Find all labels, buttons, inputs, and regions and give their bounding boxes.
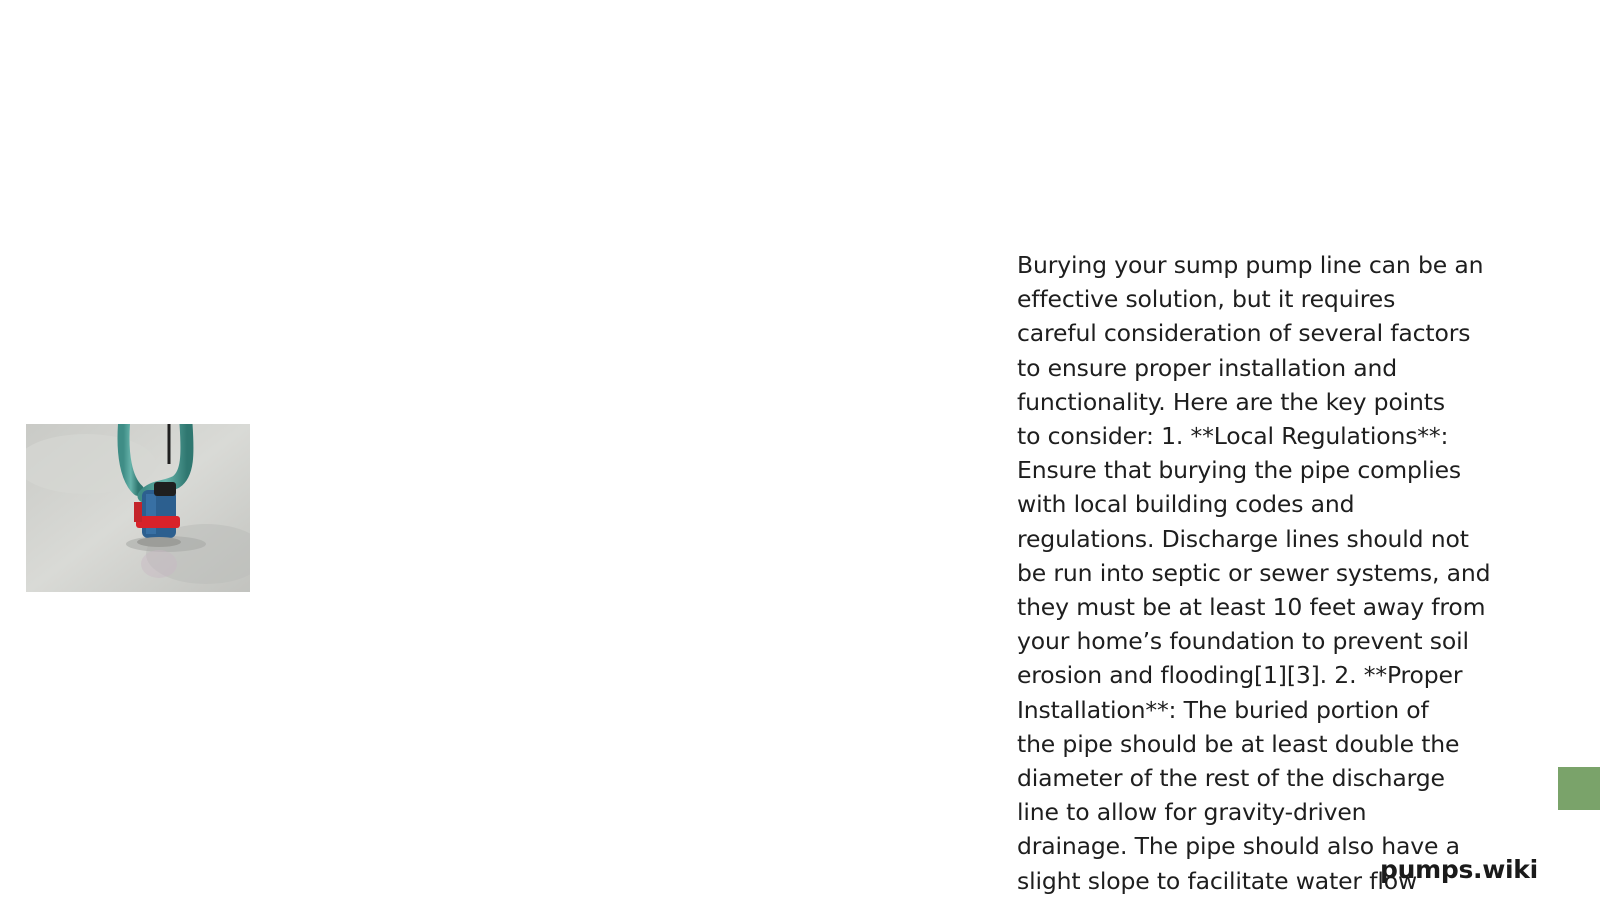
accent-color-block — [1558, 767, 1600, 810]
article-body-text: Burying your sump pump line can be an effective solution, but it requires careful consideration of several factors to ensure proper installation and functionality. Here are the key points to consider: 1. **Local Regulations**: Ensure that burying the pipe complies with local building codes and regulations. Discharge lines should not be run into septic or sewer systems, and they must be at least 10 feet away from your home’s foundation to prevent soil erosion and flooding[1][3]. 2. **Proper Installation**: The buried portion of the pipe should be at least double the diameter of the rest of the discharge line to allow for gravity-driven drainage. The pipe should also have a slight slope to facilitate water flow — [1017, 251, 1491, 895]
submersible-pump-photo — [26, 424, 250, 592]
brand-watermark: pumps.wiki — [1380, 855, 1538, 884]
pump-illustration — [26, 424, 250, 592]
